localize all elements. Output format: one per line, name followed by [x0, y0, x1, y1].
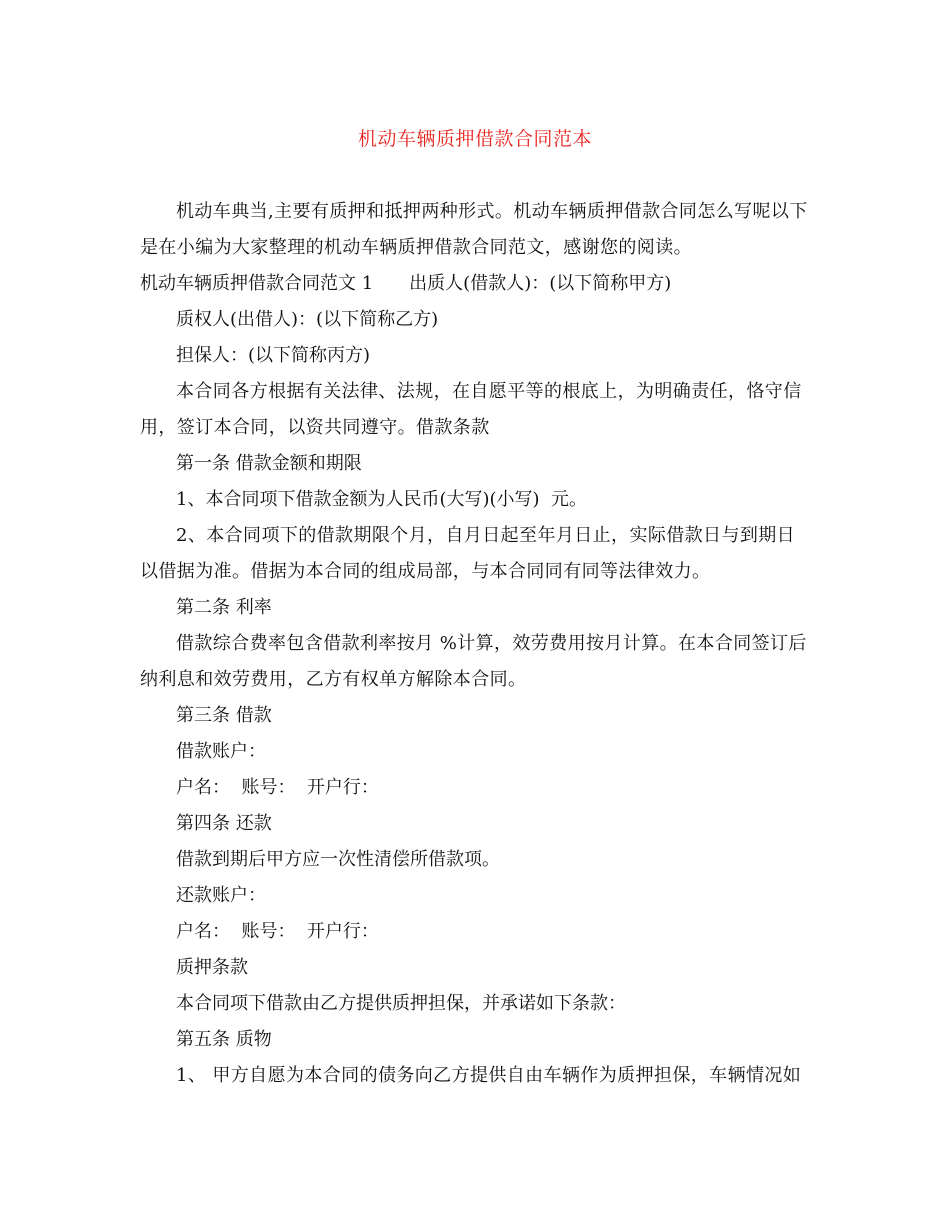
document-title: 机动车辆质押借款合同范本	[357, 128, 592, 150]
repayment-text: 借款到期后甲方应一次性清偿所借款项。	[176, 849, 500, 870]
article-2-heading: 第二条 利率	[176, 597, 272, 618]
article-1-clause-2: 2、本合同项下的借款期限个月，自月日起至年月日止，实际借款日与到期日以借据为准。借据为本合同的组成局部，与本合同同有同等法律效力。	[140, 525, 796, 582]
article-5-heading: 第五条 质物	[176, 1029, 272, 1050]
preamble-paragraph: 本合同各方根据有关法律、法规，在自愿平等的根底上，为明确责任，恪守信用，签订本合同，以资共同遵守。借款条款	[140, 381, 802, 438]
loan-account-label: 借款账户：	[176, 741, 266, 762]
pledgee-line: 质权人(出借人)：(以下简称乙方)	[176, 309, 439, 330]
contract-heading-line: 机动车辆质押借款合同范文 1 出质人(借款人)：(以下简称甲方)	[140, 273, 672, 294]
article-1-heading: 第一条 借款金额和期限	[176, 453, 362, 474]
article-4-heading: 第四条 还款	[176, 813, 272, 834]
article-2-text: 借款综合费率包含借款利率按月 %计算，效劳费用按月计算。在本合同签订后纳利息和效劳费用，乙方有权单方解除本合同。	[140, 633, 807, 690]
pledge-terms-text: 本合同项下借款由乙方提供质押担保，并承诺如下条款：	[176, 993, 626, 1014]
article-1-clause-1: 1、本合同项下借款金额为人民币(大写)(小写) 元。	[176, 489, 587, 510]
article-3-heading: 第三条 借款	[176, 705, 272, 726]
loan-account-details: 户名： 账号： 开户行：	[176, 777, 379, 798]
guarantor-line: 担保人：(以下简称丙方)	[176, 345, 371, 366]
intro-paragraph: 机动车典当,主要有质押和抵押两种形式。机动车辆质押借款合同怎么写呢以下是在小编为大家整理的机动车辆质押借款合同范文，感谢您的阅读。	[140, 201, 808, 258]
article-5-clause-1: 1、 甲方自愿为本合同的债务向乙方提供自由车辆作为质押担保，车辆情况如	[176, 1065, 802, 1086]
repayment-account-details: 户名： 账号： 开户行：	[176, 921, 379, 942]
repayment-account-label: 还款账户：	[176, 885, 266, 906]
pledge-terms-heading: 质押条款	[176, 957, 248, 978]
document-body	[140, 194, 808, 1094]
